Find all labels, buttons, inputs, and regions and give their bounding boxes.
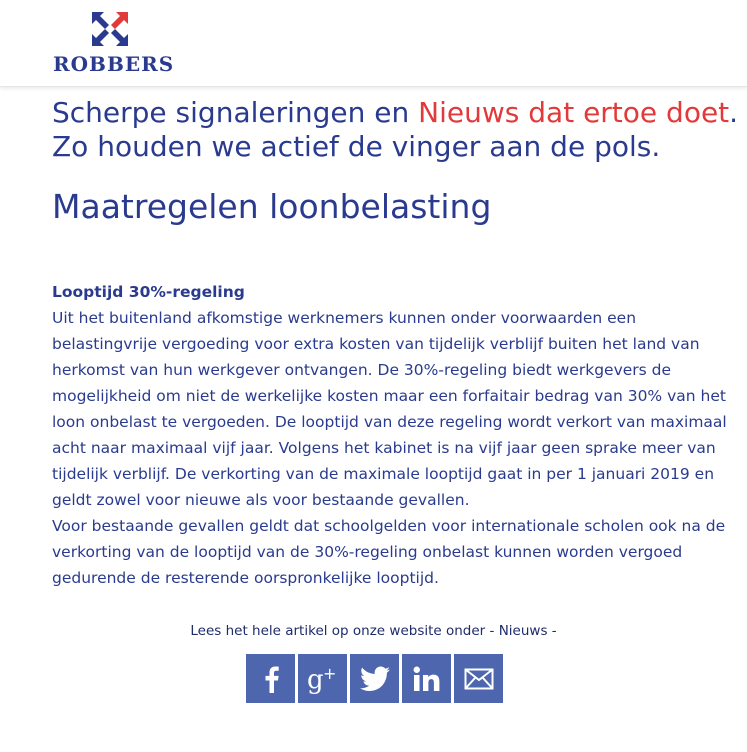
tagline-part2: . Zo houden we actief de vinger aan de pols. [52,96,739,163]
article-subheading: Looptijd 30%-regeling [52,283,245,301]
read-more-text: Lees het hele artikel op onze website onder - Nieuws - [190,623,557,639]
article-paragraph-2: Voor bestaande gevallen geldt dat schoolgelden voor internationale scholen ook na de verkorting van de looptijd van de 30%-regeling onbelast kunnen worden vergoed gedurende de resterende oorspronkelijke looptijd. [52,517,726,587]
svg-text:g: g [306,664,324,694]
social-share-bar [246,654,503,704]
email-button[interactable] [454,654,503,703]
twitter-icon [360,666,390,692]
tagline-part1: Scherpe signaleringen en [52,96,419,129]
page-title: Maatregelen loonbelasting [52,187,492,226]
robbers-logo[interactable] [53,10,175,78]
linkedin-icon [413,666,441,692]
tagline-highlight: Nieuws dat ertoe doet [418,96,730,129]
header [0,0,747,87]
tagline [52,96,742,164]
article-body [52,279,742,591]
twitter-button[interactable] [350,654,399,703]
linkedin-button[interactable] [402,654,451,703]
svg-text:+: + [322,663,336,683]
facebook-button[interactable] [246,654,295,703]
email-icon [464,668,494,690]
google-plus-button[interactable] [298,654,347,703]
logo-arrows-icon [90,10,130,48]
google-plus-icon [306,664,340,694]
facebook-icon [260,665,282,693]
brand-name: ROBBERS [53,52,175,76]
article-paragraph-1: Uit het buitenland afkomstige werknemers kunnen onder voorwaarden een belastingvrije vergoeding voor extra kosten van tijdelijk verblijf buiten het land van herkomst van hun werkgever ontvangen. De 30%-regeling biedt werkgevers de mogelijkheid om niet de werkelijke kosten maar een forfaitair bedrag van 30% van het loon onbelast te vergoeden. De looptijd van deze regeling wordt verkort van maximaal acht naar maximaal vijf jaar. Volgens het kabinet is na vijf jaar geen sprake meer van tijdelijk verblijf. De verkorting van de maximale looptijd gaat in per 1 januari 2019 en geldt zowel voor nieuwe als voor bestaande gevallen. [52,309,727,509]
